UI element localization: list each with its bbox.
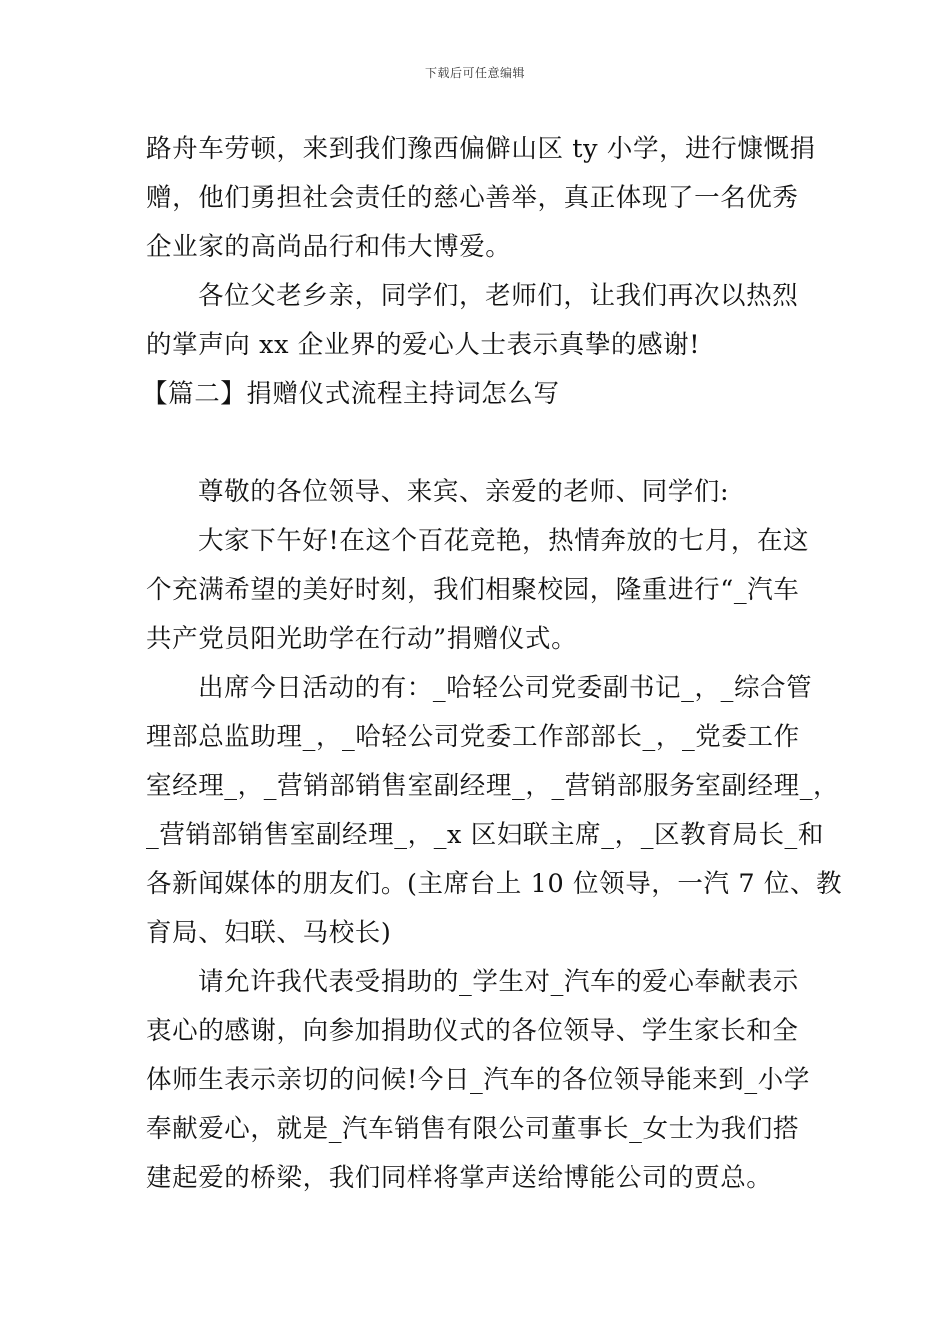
text-line: 个充满希望的美好时刻，我们相聚校园，隆重进行“_汽车	[146, 575, 800, 605]
section-heading: 【篇二】捐赠仪式流程主持词怎么写	[142, 379, 560, 409]
text-line: 大家下午好!在这个百花竞艳，热情奔放的七月，在这	[198, 526, 810, 556]
document-body	[142, 125, 843, 1203]
text-line: 衷心的感谢，向参加捐助仪式的各位领导、学生家长和全	[146, 1016, 799, 1046]
text-line: 路舟车劳顿，来到我们豫西偏僻山区 ty 小学，进行慷慨捐	[146, 134, 816, 164]
text-line: 室经理_，_营销部销售室副经理_，_营销部服务室副经理_，	[146, 771, 840, 801]
text-line: 理部总监助理_，_哈轻公司党委工作部部长_，_党委工作	[146, 722, 800, 752]
text-line: 共产党员阳光助学在行动”捐赠仪式。	[146, 624, 578, 654]
text-line: 各新闻媒体的朋友们。(主席台上 10 位领导，一汽 7 位、教	[146, 869, 843, 899]
text-line: 的掌声向 xx 企业界的爱心人士表示真挚的感谢!	[146, 330, 701, 360]
text-line: _营销部销售室副经理_，_x 区妇联主席_，_区教育局长_和	[146, 820, 824, 850]
text-line: 企业家的高尚品行和伟大博爱。	[146, 232, 512, 262]
text-line: 建起爱的桥梁，我们同样将掌声送给博能公司的贾总。	[146, 1163, 773, 1193]
blank-line	[146, 419, 814, 468]
text-line: 赠，他们勇担社会责任的慈心善举，真正体现了一名优秀	[146, 183, 799, 213]
text-line: 各位父老乡亲，同学们，老师们，让我们再次以热烈	[198, 281, 799, 311]
text-line: 出席今日活动的有：_哈轻公司党委副书记_，_综合管	[198, 673, 813, 703]
text-line: 请允许我代表受捐助的_学生对_汽车的爱心奉献表示	[198, 967, 799, 997]
text-line: 尊敬的各位领导、来宾、亲爱的老师、同学们:	[198, 477, 730, 507]
text-line: 育局、妇联、马校长)	[146, 918, 392, 948]
text-line: 奉献爱心，就是_汽车销售有限公司董事长_女士为我们搭	[146, 1114, 800, 1144]
text-line: 体师生表示亲切的问候!今日_汽车的各位领导能来到_小学	[146, 1065, 810, 1095]
page-header: 下载后可任意编辑	[424, 66, 525, 80]
